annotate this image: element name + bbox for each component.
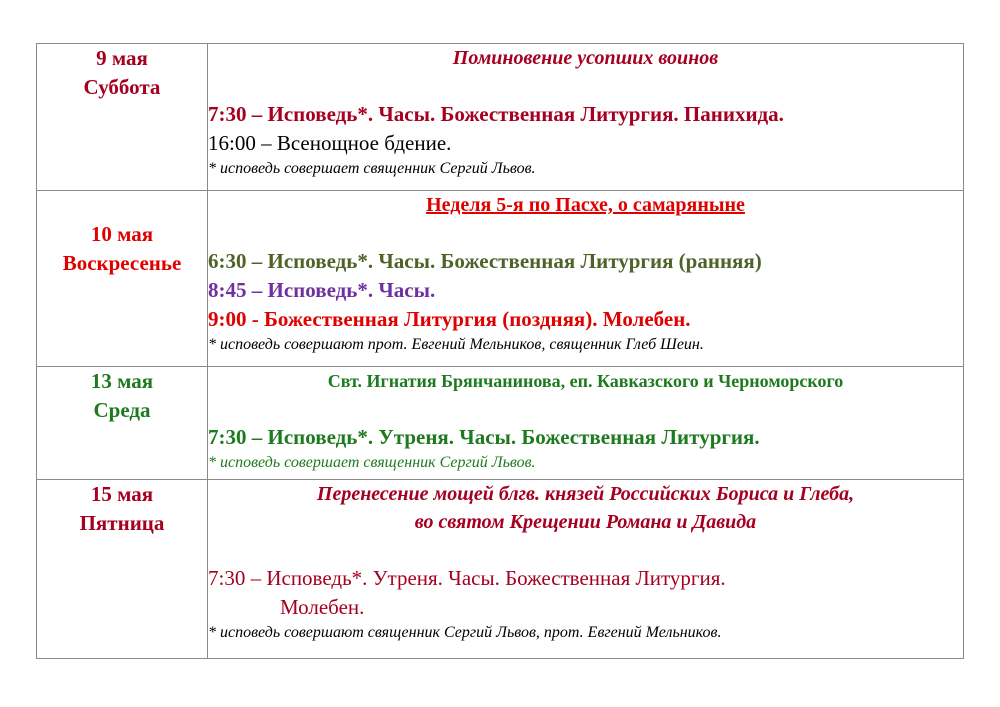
service-cell <box>208 191 964 367</box>
schedule-row-may-15 <box>37 480 964 659</box>
confession-note: * исповедь совершает священник Сергий Львов. <box>208 160 536 177</box>
schedule-row-may-10 <box>37 191 964 367</box>
schedule-table <box>36 43 964 659</box>
service-line: Молебен. <box>280 595 365 619</box>
weekday-label: Пятница <box>79 511 165 535</box>
service-line: 6:30 – Исповедь*. Часы. Божественная Литургия (ранняя) <box>208 249 762 273</box>
feast-title-line: во святом Крещении Романа и Давида <box>414 511 757 533</box>
feast-title: Свт. Игнатия Брянчанинова, еп. Кавказского и Черноморского <box>327 371 844 391</box>
feast-title: Поминовение усопших воинов <box>452 47 719 69</box>
weekday-label: Суббота <box>83 75 161 99</box>
feast-title-line: Перенесение мощей блгв. князей Российских Бориса и Глеба, <box>316 483 855 505</box>
service-line: 9:00 - Божественная Литургия (поздняя). Молебен. <box>208 307 691 331</box>
date-cell <box>37 480 208 659</box>
feast-title: Неделя 5-я по Пасхе, о самаряныне <box>426 194 745 216</box>
service-line: 8:45 – Исповедь*. Часы. <box>208 278 436 302</box>
schedule-row-may-9 <box>37 44 964 191</box>
date-cell <box>37 367 208 480</box>
confession-note: * исповедь совершает священник Сергий Львов. <box>208 454 536 471</box>
date-label: 15 мая <box>90 482 154 506</box>
service-line: 7:30 – Исповедь*. Утреня. Часы. Божественная Литургия. <box>208 425 760 449</box>
weekday-label: Воскресенье <box>62 251 182 275</box>
date-label: 13 мая <box>90 369 154 393</box>
service-line: 7:30 – Исповедь*. Часы. Божественная Литургия. Панихида. <box>208 102 784 126</box>
date-cell <box>37 191 208 367</box>
date-label: 9 мая <box>96 46 148 70</box>
date-cell <box>37 44 208 191</box>
service-cell <box>208 480 964 659</box>
schedule-row-may-13 <box>37 367 964 480</box>
weekday-label: Среда <box>93 398 151 422</box>
date-label: 10 мая <box>90 222 154 246</box>
confession-note: * исповедь совершают прот. Евгений Мельников, священник Глеб Шеин. <box>208 336 704 353</box>
service-line: 16:00 – Всенощное бдение. <box>208 131 452 155</box>
service-line: 7:30 – Исповедь*. Утреня. Часы. Божественная Литургия. <box>208 566 726 590</box>
confession-note: * исповедь совершают священник Сергий Львов, прот. Евгений Мельников. <box>208 624 722 641</box>
service-cell <box>208 44 964 191</box>
service-cell <box>208 367 964 480</box>
